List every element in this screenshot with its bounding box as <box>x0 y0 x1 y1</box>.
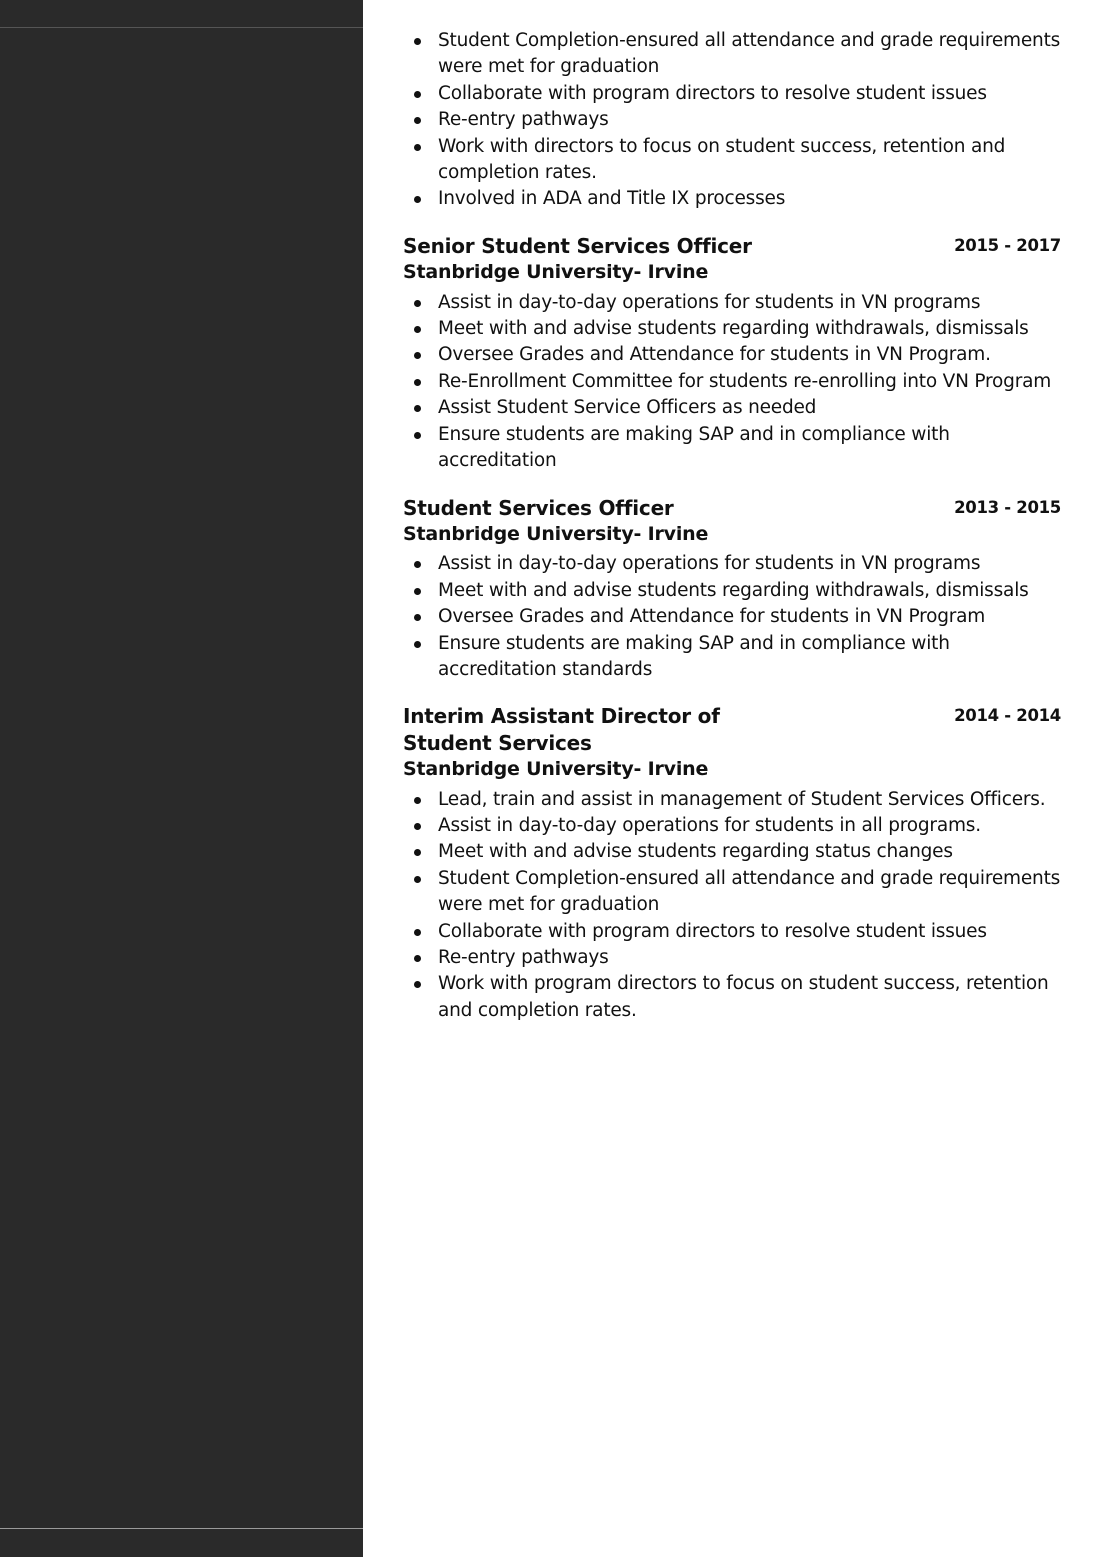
job-bullet-list <box>403 290 1063 475</box>
experience-section <box>403 28 1063 1024</box>
list-item: Meet with and advise students regarding withdrawals, dismissals <box>403 316 1063 342</box>
list-item: Assist in day-to-day operations for students in all programs. <box>403 813 1063 839</box>
job-organization: Stanbridge University- Irvine <box>403 261 709 284</box>
job-title: Student Services Officer <box>403 495 674 520</box>
list-item: Involved in ADA and Title IX processes <box>403 186 1063 212</box>
list-item: Collaborate with program directors to resolve student issues <box>403 919 1063 945</box>
list-item: Student Completion-ensured all attendance and grade requirements were met for graduation <box>403 28 1063 81</box>
list-item: Ensure students are making SAP and in compliance with accreditation standards <box>403 631 1063 684</box>
list-item: Lead, train and assist in management of Student Services Officers. <box>403 787 1063 813</box>
list-item: Work with program directors to focus on student success, retention and completion rates. <box>403 971 1063 1024</box>
list-item: Assist in day-to-day operations for students in VN programs <box>403 290 1063 316</box>
job-bullet-list <box>403 787 1063 1025</box>
sidebar-bottom-divider <box>0 1528 363 1529</box>
job-header <box>403 703 1063 756</box>
job-entry <box>403 233 1063 475</box>
list-item: Meet with and advise students regarding status changes <box>403 839 1063 865</box>
list-item: Collaborate with program directors to resolve student issues <box>403 81 1063 107</box>
job-entry <box>403 703 1063 1024</box>
job-organization: Stanbridge University- Irvine <box>403 758 709 781</box>
list-item: Oversee Grades and Attendance for students in VN Program <box>403 604 1063 630</box>
job-bullet-list <box>403 551 1063 683</box>
list-item: Oversee Grades and Attendance for students in VN Program. <box>403 342 1063 368</box>
job-dates: 2015 - 2017 <box>954 235 1061 255</box>
list-item: Re-entry pathways <box>403 107 1063 133</box>
list-item: Re-entry pathways <box>403 945 1063 971</box>
job-header <box>403 495 1063 521</box>
list-item: Student Completion-ensured all attendance and grade requirements were met for graduation <box>403 866 1063 919</box>
job-dates: 2014 - 2014 <box>954 706 1061 726</box>
job-dates: 2013 - 2015 <box>954 497 1061 517</box>
job-header <box>403 233 1063 259</box>
list-item: Ensure students are making SAP and in compliance with accreditation <box>403 422 1063 475</box>
list-item: Work with directors to focus on student success, retention and completion rates. <box>403 134 1063 187</box>
sidebar <box>0 0 363 1557</box>
job-entry <box>403 495 1063 684</box>
list-item: Re-Enrollment Committee for students re-enrolling into VN Program <box>403 369 1063 395</box>
list-item: Meet with and advise students regarding withdrawals, dismissals <box>403 578 1063 604</box>
list-item: Assist in day-to-day operations for students in VN programs <box>403 551 1063 577</box>
job-title: Interim Assistant Director of Student Services <box>403 704 720 755</box>
continued-bullet-list <box>403 28 1063 213</box>
job-title: Senior Student Services Officer <box>403 233 752 258</box>
list-item: Assist Student Service Officers as needed <box>403 395 1063 421</box>
sidebar-top-divider <box>0 27 363 28</box>
job-organization: Stanbridge University- Irvine <box>403 522 709 545</box>
